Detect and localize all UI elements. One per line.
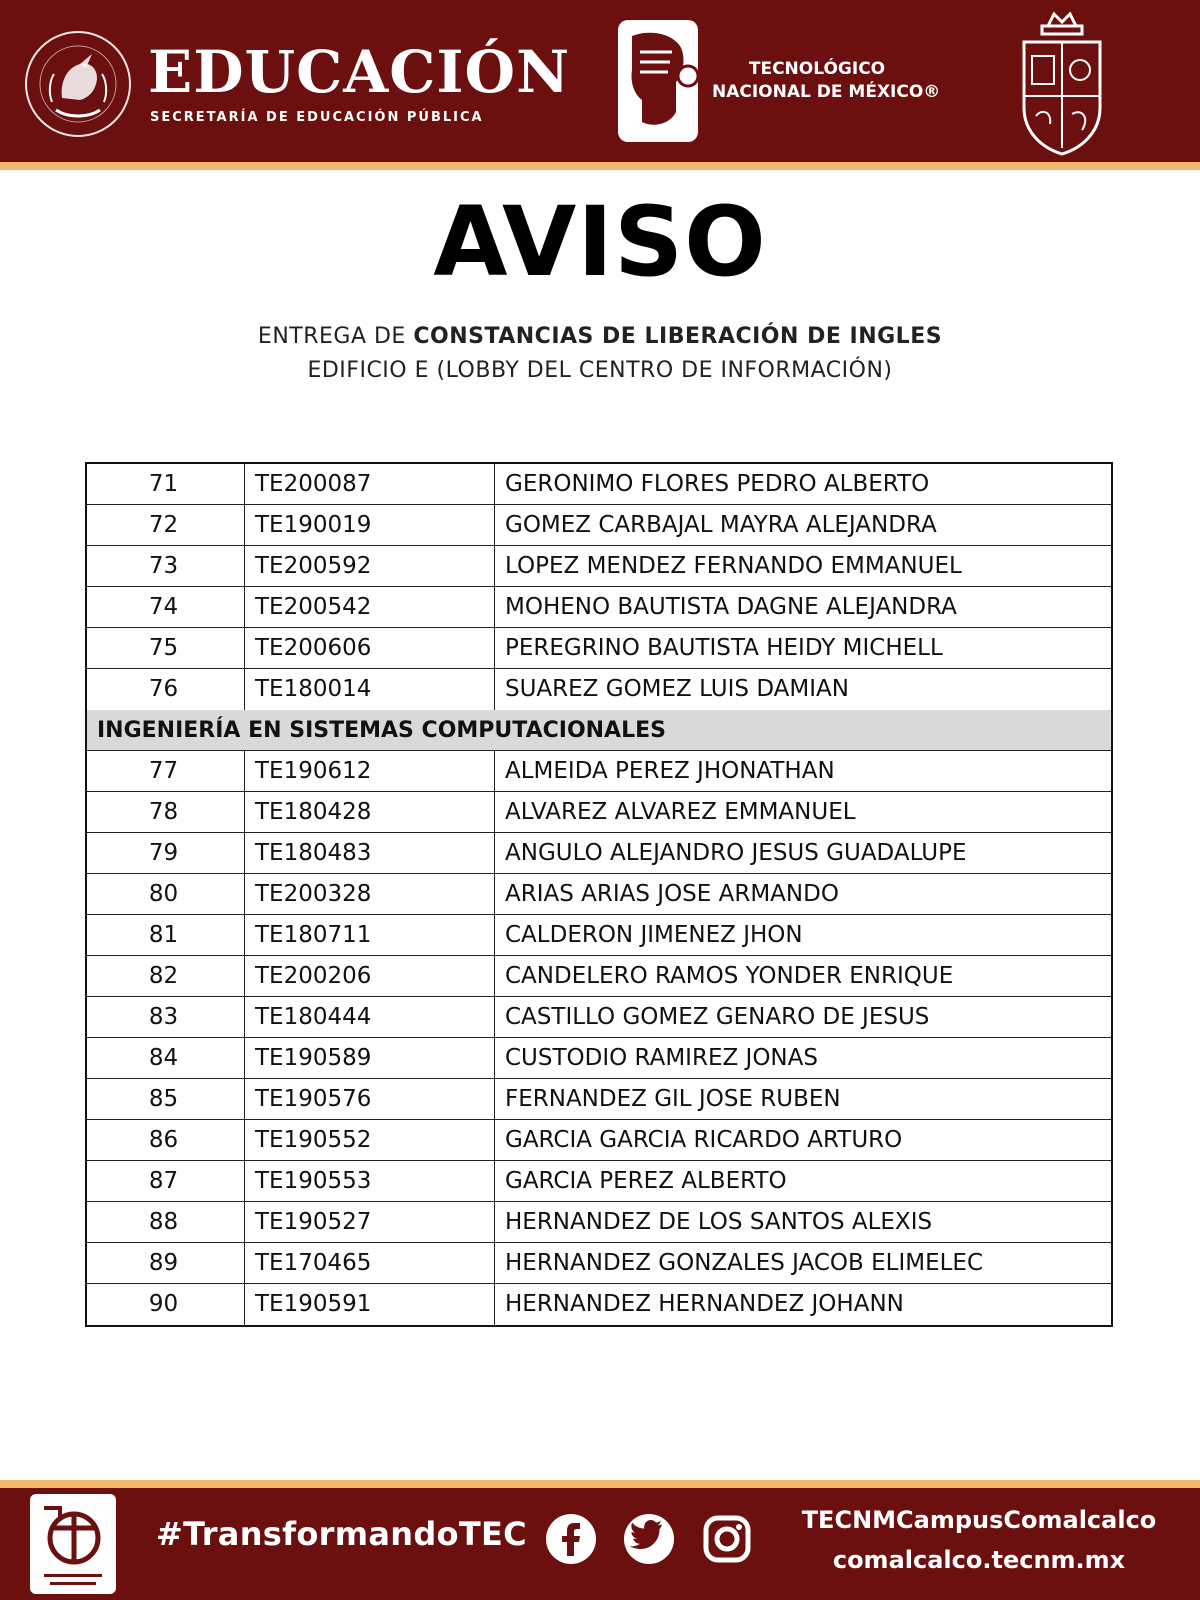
row-number-text: 80 bbox=[148, 881, 179, 907]
row-number-text: 90 bbox=[148, 1291, 179, 1317]
student-name: PEREGRINO BAUTISTA HEIDY MICHELL bbox=[505, 635, 943, 661]
student-name: GOMEZ CARBAJAL MAYRA ALEJANDRA bbox=[505, 512, 937, 538]
student-name: GARCIA PEREZ ALBERTO bbox=[505, 1168, 787, 1194]
row-number-text: 74 bbox=[148, 594, 179, 620]
table-row bbox=[87, 505, 1111, 546]
social-handle[interactable]: TECNMCampusComalcalco bbox=[801, 1506, 1157, 1534]
notice-line-1 bbox=[0, 324, 1200, 349]
student-id: TE200206 bbox=[245, 956, 495, 996]
student-id: TE190576 bbox=[245, 1079, 495, 1119]
student-name: ARIAS ARIAS JOSE ARMANDO bbox=[505, 881, 839, 907]
row-number bbox=[87, 874, 245, 914]
student-id: TE180483 bbox=[245, 833, 495, 873]
row-number-text: 84 bbox=[148, 1045, 179, 1071]
row-number-text: 73 bbox=[148, 553, 179, 579]
row-number bbox=[87, 669, 245, 710]
student-id: TE180711 bbox=[245, 915, 495, 955]
student-name: SUAREZ GOMEZ LUIS DAMIAN bbox=[505, 676, 849, 702]
student-id: TE190591 bbox=[245, 1284, 495, 1325]
student-id: TE180014 bbox=[245, 669, 495, 710]
row-number bbox=[87, 1120, 245, 1160]
tecnm-name-line1: TECNOLÓGICO bbox=[748, 59, 886, 79]
student-id: TE180444 bbox=[245, 997, 495, 1037]
row-number bbox=[87, 997, 245, 1037]
row-number-text: 75 bbox=[148, 635, 179, 661]
table-group-2 bbox=[87, 751, 1111, 1325]
tecnm-name bbox=[712, 58, 941, 104]
row-number-text: 87 bbox=[148, 1168, 179, 1194]
table-row bbox=[87, 1161, 1111, 1202]
footer-accent-bar bbox=[0, 1480, 1200, 1488]
website-link[interactable]: comalcalco.tecnm.mx bbox=[832, 1546, 1126, 1574]
table-row bbox=[87, 628, 1111, 669]
table-row bbox=[87, 997, 1111, 1038]
student-id: TE200592 bbox=[245, 546, 495, 586]
row-number bbox=[87, 1079, 245, 1119]
row-number bbox=[87, 1038, 245, 1078]
facebook-icon[interactable] bbox=[544, 1512, 598, 1566]
student-name: HERNANDEZ HERNANDEZ JOHANN bbox=[505, 1291, 904, 1317]
itsc-logo-icon bbox=[30, 1494, 116, 1594]
student-name: MOHENO BAUTISTA DAGNE ALEJANDRA bbox=[505, 594, 957, 620]
student-id: TE170465 bbox=[245, 1243, 495, 1283]
row-number bbox=[87, 505, 245, 545]
row-number-text: 86 bbox=[148, 1127, 179, 1153]
student-id: TE180428 bbox=[245, 792, 495, 832]
student-id: TE200328 bbox=[245, 874, 495, 914]
row-number-text: 88 bbox=[148, 1209, 179, 1235]
table-row bbox=[87, 1284, 1111, 1325]
table-row bbox=[87, 874, 1111, 915]
student-name: GERONIMO FLORES PEDRO ALBERTO bbox=[505, 471, 930, 497]
student-name: FERNANDEZ GIL JOSE RUBEN bbox=[505, 1086, 841, 1112]
table-row bbox=[87, 956, 1111, 997]
table-row bbox=[87, 669, 1111, 710]
student-id: TE190019 bbox=[245, 505, 495, 545]
row-number bbox=[87, 1243, 245, 1283]
table-row bbox=[87, 792, 1111, 833]
row-number-text: 82 bbox=[148, 963, 179, 989]
student-id: TE190527 bbox=[245, 1202, 495, 1242]
student-name: CASTILLO GOMEZ GENARO DE JESUS bbox=[505, 1004, 930, 1030]
table-group-1 bbox=[87, 464, 1111, 710]
student-id: TE200542 bbox=[245, 587, 495, 627]
student-id: TE190589 bbox=[245, 1038, 495, 1078]
table-row bbox=[87, 915, 1111, 956]
student-name: LOPEZ MENDEZ FERNANDO EMMANUEL bbox=[505, 553, 962, 579]
student-id: TE190552 bbox=[245, 1120, 495, 1160]
notice-title: AVISO bbox=[433, 186, 767, 298]
row-number-text: 77 bbox=[148, 758, 179, 784]
row-number-text: 85 bbox=[148, 1086, 179, 1112]
row-number bbox=[87, 464, 245, 504]
national-seal-icon bbox=[22, 28, 134, 140]
table-row bbox=[87, 1079, 1111, 1120]
row-number bbox=[87, 915, 245, 955]
education-subtitle: SECRETARÍA DE EDUCACIÓN PÚBLICA bbox=[150, 110, 484, 125]
row-number bbox=[87, 956, 245, 996]
notice-line-2: EDIFICIO E (LOBBY DEL CENTRO DE INFORMACIÓN) bbox=[307, 358, 893, 383]
footer-contact bbox=[774, 1500, 1184, 1580]
student-id: TE190612 bbox=[245, 751, 495, 791]
table-row bbox=[87, 546, 1111, 587]
tecnm-logo-icon bbox=[612, 16, 704, 146]
row-number bbox=[87, 751, 245, 791]
row-number-text: 83 bbox=[148, 1004, 179, 1030]
student-id: TE200606 bbox=[245, 628, 495, 668]
row-number bbox=[87, 1161, 245, 1201]
student-name: CALDERON JIMENEZ JHON bbox=[505, 922, 803, 948]
table-row bbox=[87, 1038, 1111, 1079]
row-number-text: 72 bbox=[148, 512, 179, 538]
student-name: CANDELERO RAMOS YONDER ENRIQUE bbox=[505, 963, 954, 989]
table-row bbox=[87, 464, 1111, 505]
table-row bbox=[87, 1202, 1111, 1243]
student-name: ANGULO ALEJANDRO JESUS GUADALUPE bbox=[505, 840, 967, 866]
student-name: HERNANDEZ GONZALES JACOB ELIMELEC bbox=[505, 1250, 984, 1276]
education-title: EDUCACIÓN bbox=[148, 38, 571, 106]
row-number-text: 78 bbox=[148, 799, 179, 825]
row-number bbox=[87, 792, 245, 832]
row-number bbox=[87, 833, 245, 873]
instagram-icon[interactable] bbox=[700, 1512, 754, 1566]
row-number-text: 81 bbox=[148, 922, 179, 948]
row-number bbox=[87, 546, 245, 586]
table-row bbox=[87, 587, 1111, 628]
student-name: ALMEIDA PEREZ JHONATHAN bbox=[505, 758, 835, 784]
notice-line-1-prefix: ENTREGA DE bbox=[257, 324, 414, 349]
student-name: GARCIA GARCIA RICARDO ARTURO bbox=[505, 1127, 903, 1153]
students-table bbox=[85, 462, 1113, 1327]
table-row bbox=[87, 1243, 1111, 1284]
student-id: TE200087 bbox=[245, 464, 495, 504]
table-row bbox=[87, 833, 1111, 874]
student-name: HERNANDEZ DE LOS SANTOS ALEXIS bbox=[505, 1209, 933, 1235]
header-accent-bar bbox=[0, 162, 1200, 170]
table-row bbox=[87, 1120, 1111, 1161]
row-number-text: 76 bbox=[148, 676, 179, 702]
row-number bbox=[87, 628, 245, 668]
student-name: ALVAREZ ALVAREZ EMMANUEL bbox=[505, 799, 856, 825]
row-number-text: 89 bbox=[148, 1250, 179, 1276]
table-row bbox=[87, 751, 1111, 792]
twitter-icon[interactable] bbox=[622, 1512, 676, 1566]
row-number-text: 79 bbox=[148, 840, 179, 866]
tecnm-name-line2: NACIONAL DE MÉXICO® bbox=[712, 82, 941, 102]
row-number bbox=[87, 1284, 245, 1325]
row-number bbox=[87, 1202, 245, 1242]
hashtag: #TransformandoTEC bbox=[156, 1515, 527, 1553]
section-header: INGENIERÍA EN SISTEMAS COMPUTACIONALES bbox=[87, 710, 1111, 751]
row-number bbox=[87, 587, 245, 627]
student-name: CUSTODIO RAMIREZ JONAS bbox=[505, 1045, 818, 1071]
row-number-text: 71 bbox=[148, 471, 179, 497]
student-id: TE190553 bbox=[245, 1161, 495, 1201]
notice-line-1-bold: CONSTANCIAS DE LIBERACIÓN DE INGLES bbox=[413, 324, 943, 349]
coat-of-arms-icon bbox=[1012, 8, 1112, 158]
